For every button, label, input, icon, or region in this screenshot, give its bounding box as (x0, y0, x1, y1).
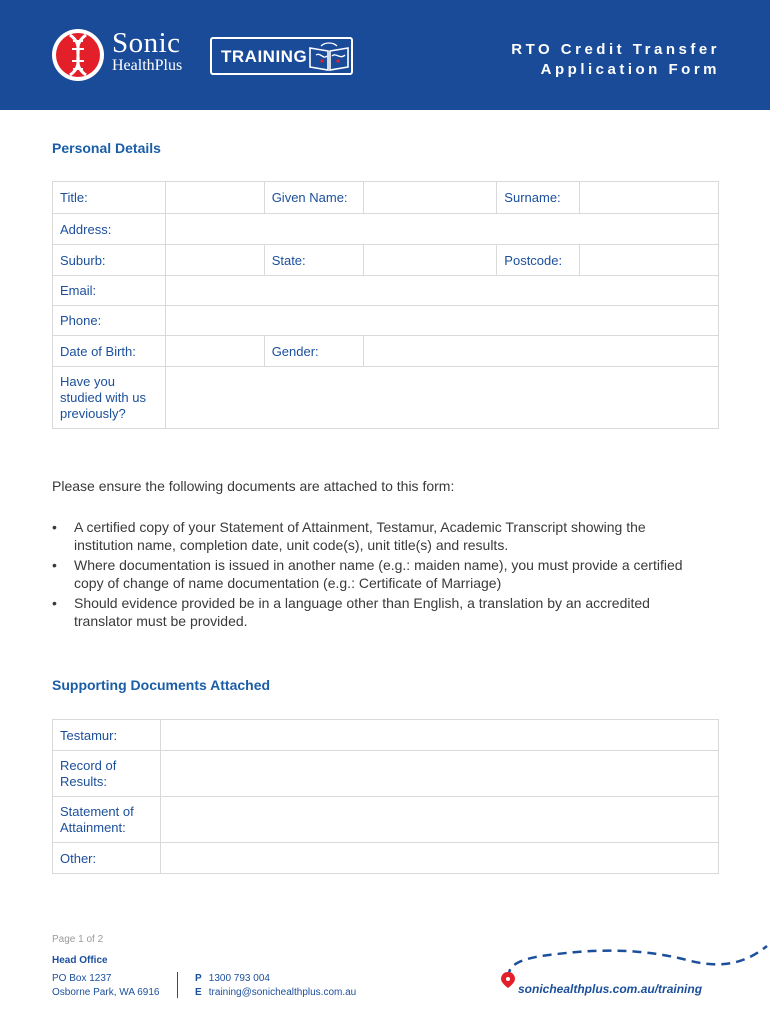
table-row (53, 797, 719, 843)
surname-label: Surname: (497, 182, 580, 214)
dob-label: Date of Birth: (53, 336, 166, 367)
title-label: Title: (53, 182, 166, 214)
list-item (52, 518, 702, 554)
state-label: State: (264, 245, 363, 276)
gender-field[interactable] (363, 336, 718, 367)
footer-website-link[interactable]: sonichealthplus.com.au/training (518, 982, 703, 996)
phone-field[interactable] (165, 306, 718, 336)
bullet-icon: • (52, 557, 57, 573)
given-name-label: Given Name: (264, 182, 363, 214)
table-row (53, 245, 719, 276)
supporting-documents-heading: Supporting Documents Attached (52, 677, 271, 693)
personal-details-table (52, 181, 719, 429)
suburb-label: Suburb: (53, 245, 166, 276)
head-office-address (52, 972, 159, 1000)
phone-prefix: P (195, 973, 202, 984)
table-row (53, 367, 719, 429)
bullet-icon: • (52, 595, 57, 611)
page-header (0, 0, 770, 110)
list-item (52, 594, 702, 630)
phone-label: Phone: (53, 306, 166, 336)
address-label: Address: (53, 214, 166, 245)
record-of-results-field[interactable] (160, 751, 718, 797)
footer-email[interactable]: training@sonichealthplus.com.au (208, 987, 357, 998)
list-item (52, 556, 702, 592)
studied-previously-field[interactable] (165, 367, 718, 429)
footer-divider (177, 972, 178, 998)
address-line2: Osborne Park, WA 6916 (52, 987, 160, 998)
page-number: Page 1 of 2 (52, 934, 104, 945)
suburb-field[interactable] (165, 245, 264, 276)
form-title-line2: Application Form (540, 61, 720, 78)
training-label: TRAINING (221, 47, 308, 66)
surname-field[interactable] (580, 182, 719, 214)
personal-details-heading: Personal Details (52, 140, 161, 156)
other-field[interactable] (160, 843, 718, 874)
studied-previously-label: Have you studied with us previously? (53, 367, 166, 429)
email-label: Email: (53, 276, 166, 306)
table-row (53, 276, 719, 306)
supporting-documents-table (52, 719, 719, 874)
table-row (53, 336, 719, 367)
postcode-label: Postcode: (497, 245, 580, 276)
address-field[interactable] (165, 214, 718, 245)
table-row (53, 182, 719, 214)
footer-contact (195, 972, 356, 1000)
state-field[interactable] (363, 245, 497, 276)
brand-sub: HealthPlus (112, 57, 183, 74)
list-item-text: A certified copy of your Statement of Attainment, Testamur, Academic Transcript showing the institution name, completion date, unit code(s), unit title(s) and results. (74, 519, 646, 553)
table-row (53, 843, 719, 874)
address-line1: PO Box 1237 (52, 973, 112, 984)
brand-wordmark (112, 29, 182, 75)
open-book-icon (307, 42, 351, 72)
location-pin-icon (501, 972, 515, 988)
list-item-text: Should evidence provided be in a language other than English, a translation by an accredited translator must be provided. (74, 595, 650, 629)
footer-phone[interactable]: 1300 793 004 (208, 973, 270, 984)
table-row (53, 720, 719, 751)
sonic-healthplus-logo (50, 27, 355, 85)
testamur-field[interactable] (160, 720, 718, 751)
title-field[interactable] (165, 182, 264, 214)
list-item-text: Where documentation is issued in another name (e.g.: maiden name), you must provide a certified copy of change of name documentation (e.g.: Certificate of Marriage) (74, 557, 683, 591)
form-title-line1: RTO Credit Transfer (511, 41, 720, 58)
given-name-field[interactable] (363, 182, 497, 214)
required-documents-list (52, 518, 702, 632)
table-row (53, 214, 719, 245)
form-title (400, 40, 720, 80)
training-badge (210, 37, 353, 75)
gender-label: Gender: (264, 336, 363, 367)
statement-of-attainment-field[interactable] (160, 797, 718, 843)
attachments-instructions: Please ensure the following documents are attached to this form: (52, 478, 455, 494)
bullet-icon: • (52, 519, 57, 535)
head-office-title: Head Office (52, 955, 108, 966)
email-prefix: E (195, 987, 202, 998)
statement-of-attainment-label: Statement of Attainment: (53, 797, 161, 843)
table-row (53, 306, 719, 336)
postcode-field[interactable] (580, 245, 719, 276)
email-field[interactable] (165, 276, 718, 306)
record-of-results-label: Record of Results: (53, 751, 161, 797)
table-row (53, 751, 719, 797)
dob-field[interactable] (165, 336, 264, 367)
testamur-label: Testamur: (53, 720, 161, 751)
dna-helix-icon (50, 27, 106, 83)
other-label: Other: (53, 843, 161, 874)
brand-name: Sonic (112, 27, 181, 59)
